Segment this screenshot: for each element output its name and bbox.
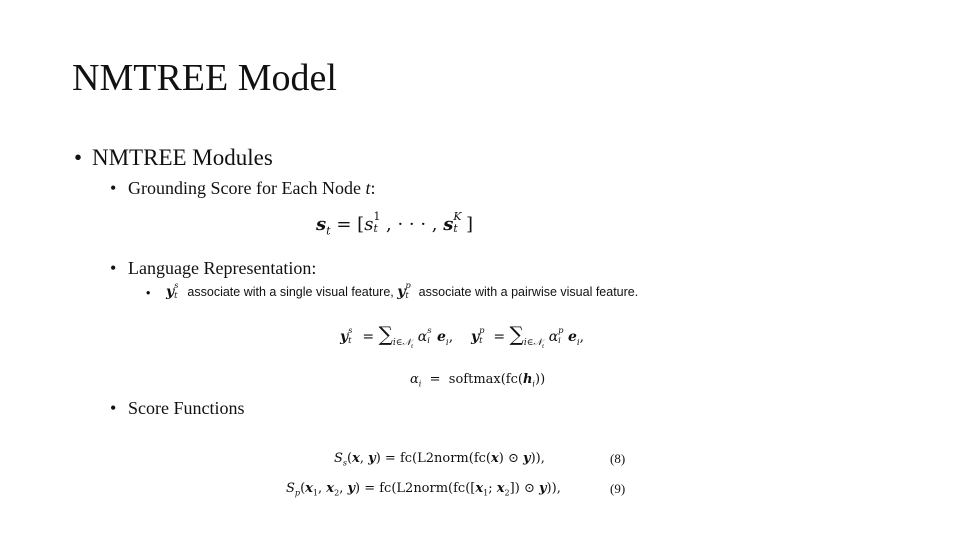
equation-language-features: y s t = $\sum_{i\in 𝒩_t}$ α s i $e_i$, y p t = $\sum_{i\in 𝒩_t}$ α p i $e_i$, bbox=[340, 322, 585, 350]
equation-pairwise-score: $S_p(x_1$, $x_2$, $y) = fc(L2norm(fc([x_1$; $x_2$]) ⊙ y)), bbox=[286, 481, 561, 498]
equation-attention-weight: $\alpha_i$ = $softmax(fc(h_i))$ bbox=[410, 372, 546, 389]
bullet-language-representation: Language Representation: bbox=[128, 258, 317, 278]
equation-number-9: (9) bbox=[610, 481, 626, 496]
bullet-dot: • bbox=[74, 145, 83, 170]
equation-grounding-score: $s_t = [s$ 1 t , · · · , s K t ] bbox=[316, 210, 474, 238]
slide-title: NMTREE Model bbox=[72, 57, 337, 99]
grounding-var: t bbox=[365, 178, 371, 198]
bullet-dot: • bbox=[110, 398, 117, 418]
bullet-nmtree-modules: NMTREE Modules bbox=[92, 145, 273, 170]
bullet-association: y s t associate with a single visual feature, y p t associate with a pairwise visual feature. bbox=[166, 280, 639, 300]
bullet-grounding-score bbox=[128, 178, 375, 199]
grounding-colon: : bbox=[370, 178, 376, 198]
bullet-dot: • bbox=[146, 286, 151, 300]
assoc-pair-text: associate with a pairwise visual feature. bbox=[415, 285, 639, 299]
equation-single-score: $S_s(x$, y) = fc(L2norm(fc(x) ⊙ y)), bbox=[334, 451, 545, 468]
grounding-label: Grounding Score for Each Node bbox=[128, 178, 361, 198]
bullet-dot: • bbox=[110, 178, 117, 198]
bullet-score-functions: Score Functions bbox=[128, 398, 245, 418]
equation-number-8: (8) bbox=[610, 451, 626, 466]
bullet-dot: • bbox=[110, 258, 117, 278]
assoc-single-text: associate with a single visual feature, bbox=[183, 285, 398, 299]
